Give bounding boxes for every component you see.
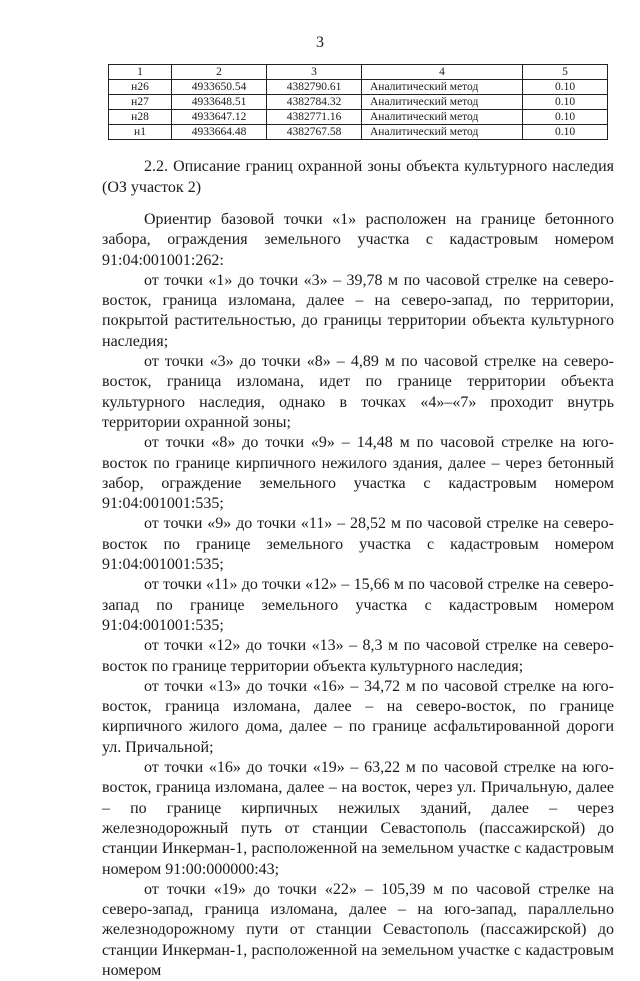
point-id-cell: н27: [109, 95, 172, 110]
table-header-cell: 4: [362, 65, 523, 80]
point-id-cell: н26: [109, 80, 172, 95]
x-coordinate-cell: 4933647.12: [172, 110, 267, 125]
paragraph-segment: от точки «13» до точки «16» – 34,72 м по часовой стрелке на юго-восток, граница изломана, далее – на северо-восток, по границе кирпичного жилого дома, далее – по границе асфальтированной дороги ул. Причальной;: [102, 677, 614, 756]
x-coordinate-cell: 4933664.48: [172, 125, 267, 140]
table-row: [109, 80, 608, 95]
method-cell: Аналитический метод: [362, 125, 523, 140]
y-coordinate-cell: 4382767.58: [267, 125, 362, 140]
y-coordinate-cell: 4382771.16: [267, 110, 362, 125]
x-coordinate-cell: 4933648.51: [172, 95, 267, 110]
table-header-cell: 3: [267, 65, 362, 80]
y-coordinate-cell: 4382790.61: [267, 80, 362, 95]
paragraph-segment: от точки «11» до точки «12» – 15,66 м по часовой стрелке на северо-запад по границе земельного участка с кадастровым номером 91:04:001001:535;: [102, 576, 614, 634]
table-header-cell: 1: [109, 65, 172, 80]
table-header-cell: 5: [523, 65, 608, 80]
paragraph-segment: от точки «16» до точки «19» – 63,22 м по часовой стрелке на юго-восток, граница изломана, далее – на восток, через ул. Причальную, далее – по границе кирпичных нежилых зданий, далее – через железнодорожный путь от станции Севастополь (пассажирской) до станции Инкерман-1, расположенной на земельном участке с кадастровым номером 91:00:000000:43;: [102, 759, 614, 878]
accuracy-cell: 0.10: [523, 80, 608, 95]
paragraph-segment: от точки «9» до точки «11» – 28,52 м по часовой стрелке на северо-восток по границе земельного участка с кадастровым номером 91:04:001001:535;: [102, 515, 614, 574]
point-id-cell: н28: [109, 110, 172, 125]
x-coordinate-cell: 4933650.54: [172, 80, 267, 95]
paragraph-intro: Ориентир базовой точки «1» расположен на границе бетонного забора, ограждения земельного участка с кадастровым номером 91:04:001001:262:: [102, 211, 614, 269]
paragraph-segment: от точки «19» до точки «22» – 105,39 м по часовой стрелке на северо-запад, граница изломана, далее – на юго-запад, параллельно железнодорожному пути от станции Севастополь (пассажирской) до станции Инкерман-1, расположенной на земельном участке с кадастровым номером: [102, 880, 614, 979]
table-row: [109, 110, 608, 125]
paragraph-segment: от точки «8» до точки «9» – 14,48 м по часовой стрелке на юго-восток по границе кирпичного нежилого здания, далее – через бетонный забор, ограждение земельного участка с кадастровым номером 91:04:001001:535;: [102, 434, 614, 513]
accuracy-cell: 0.10: [523, 125, 608, 140]
table-header-row: [109, 65, 608, 80]
document-body: [102, 210, 614, 981]
section-title: 2.2. Описание границ охранной зоны объекта культурного наследия (ОЗ участок 2): [102, 158, 614, 196]
paragraph-segment: от точки «3» до точки «8» – 4,89 м по часовой стрелке на северо-восток, граница изломана, идет по границе территории объекта культурного наследия, однако в точках «4»–«7» проходит внутрь территории охранной зоны;: [102, 353, 614, 431]
accuracy-cell: 0.10: [523, 95, 608, 110]
paragraph-segment: от точки «12» до точки «13» – 8,3 м по часовой стрелке на северо-восток по границе территории объекта культурного наследия;: [102, 637, 614, 675]
method-cell: Аналитический метод: [362, 95, 523, 110]
point-id-cell: н1: [109, 125, 172, 140]
table-row: [109, 95, 608, 110]
accuracy-cell: 0.10: [523, 110, 608, 125]
table-row: [109, 125, 608, 140]
paragraph-segment: от точки «1» до точки «3» – 39,78 м по часовой стрелке на северо-восток, граница изломана, далее – на северо-запад, по территории, покрытой растительностью, до границы территории объекта культурного наследия;: [102, 271, 614, 350]
page-number: 3: [316, 34, 324, 51]
coordinates-table: [108, 64, 608, 140]
method-cell: Аналитический метод: [362, 110, 523, 125]
method-cell: Аналитический метод: [362, 80, 523, 95]
y-coordinate-cell: 4382784.32: [267, 95, 362, 110]
table-header-cell: 2: [172, 65, 267, 80]
